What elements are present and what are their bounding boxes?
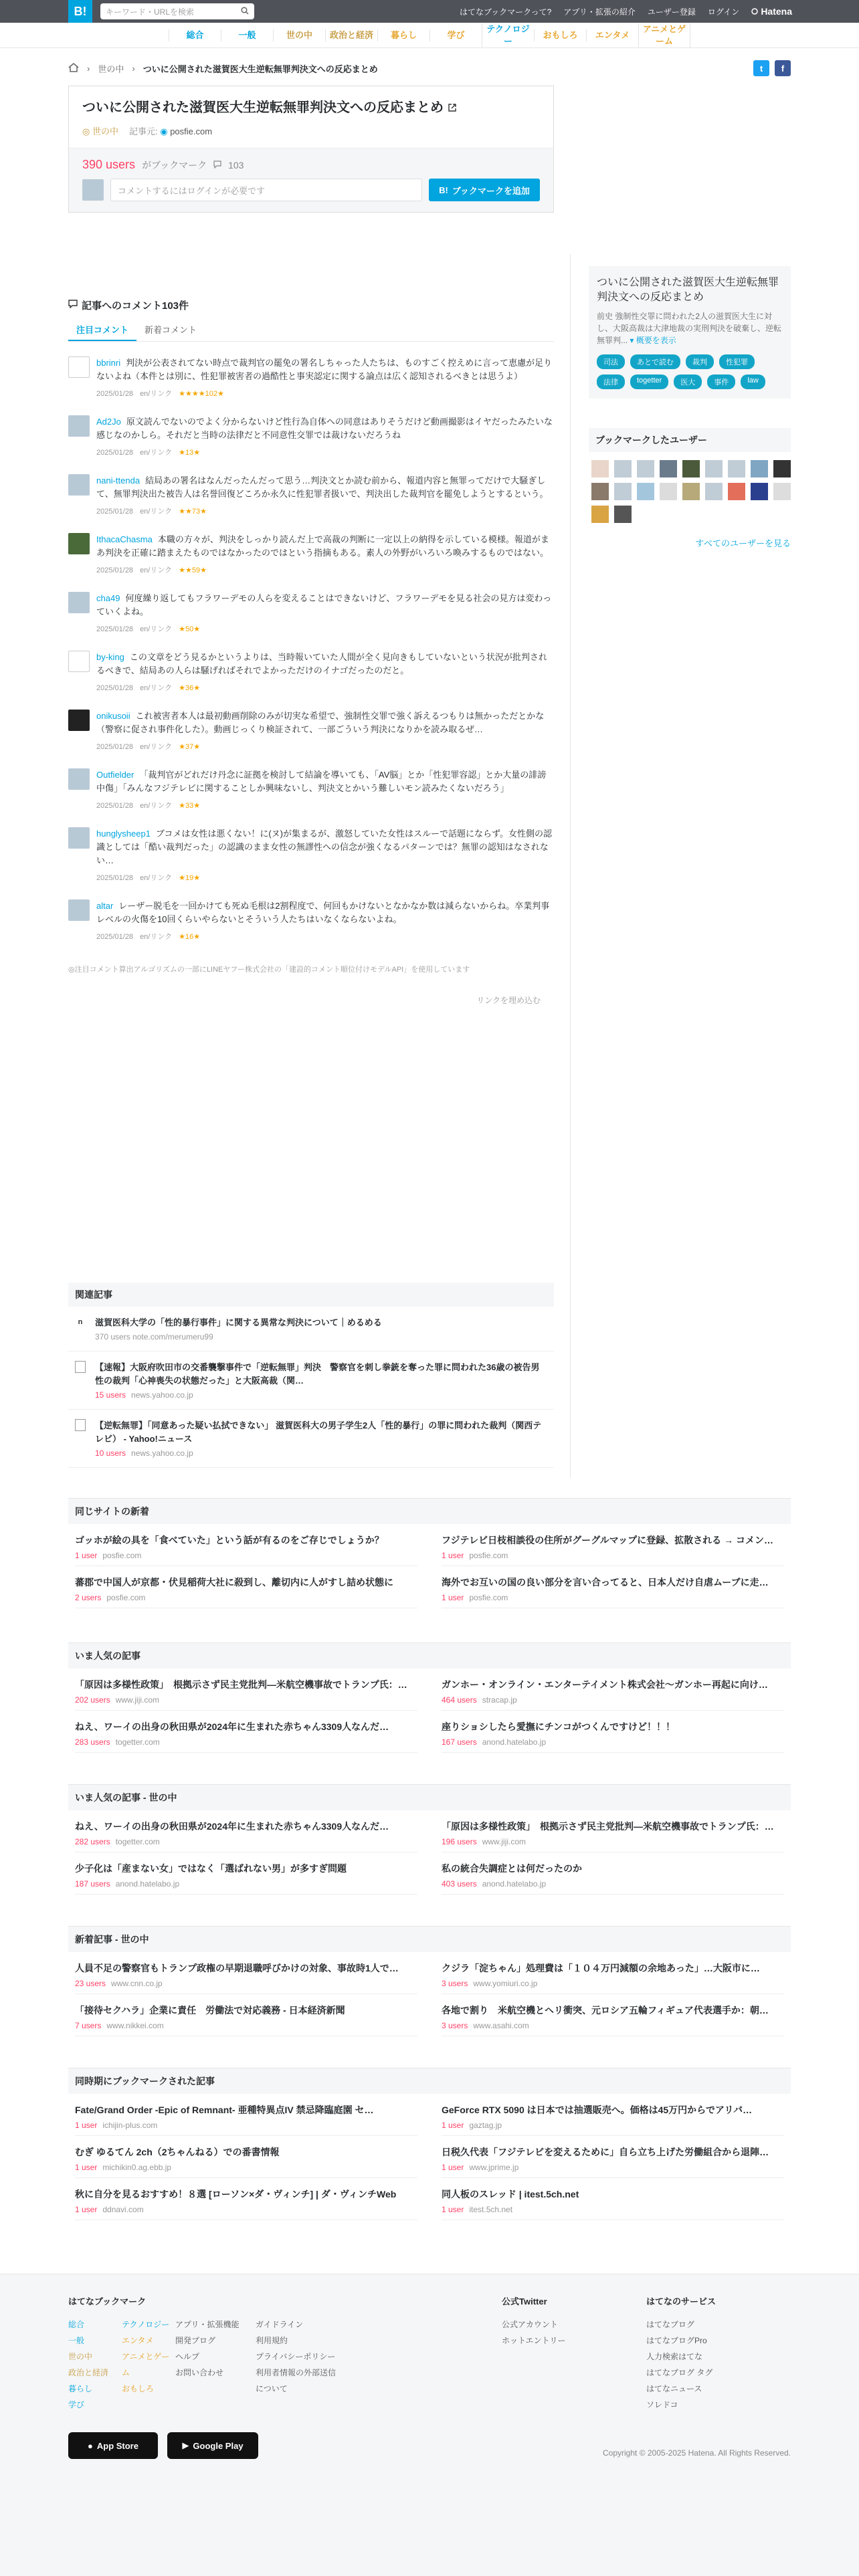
user-avatar[interactable] [751, 460, 768, 477]
document-icon [75, 1361, 86, 1373]
same-site-new [68, 1498, 791, 1608]
comment-icon [213, 160, 221, 171]
user-avatar[interactable] [705, 483, 723, 500]
list-item[interactable]: Fate/Grand Order -Epic of Remnant- 亜種特異点IV 禁忌降臨庭園 セ… 1 user ichijin-plus.com [75, 2094, 417, 2136]
summary-text: 前史 強制性交罪に問われた2人の滋賀医大生に対し、大阪高裁は大津地裁の実刑判決を破棄し、逆転無罪判... [597, 312, 782, 345]
footer [0, 2274, 859, 2576]
footer-link[interactable]: ヘルプ [175, 2352, 200, 2361]
comment-text: 結局あの署名はなんだったんだって思う…判決文とか読む前から、報道内容と無罪ってだけで大騒ぎして、無罪判決出た被告人は名誉回復どころか永久に性犯罪者扱いで、判決出した裁判官を罷免しようとするという。 [96, 475, 549, 499]
related-articles [68, 1283, 554, 1468]
users-count[interactable]: 390 users [82, 158, 136, 172]
related-users[interactable]: 15 users [95, 1390, 126, 1400]
comment-user[interactable]: hunglysheep1 [96, 829, 151, 839]
footer-link[interactable]: 利用者情報の外部送信について [256, 2368, 337, 2393]
tag[interactable]: 事件 [707, 374, 735, 389]
comment-date[interactable]: 2025/01/28 [96, 449, 134, 457]
comment-text: 何度繰り返してもフラワーデモの人らを変えることはできないけど、フラワーデモを見る社会の見方は変わっていくよね。 [96, 593, 552, 617]
list-item[interactable]: フジテレビ日枝相談役の住所がグーグルマップに登録、拡散される → コメン… 1 user posfie.com [442, 1524, 784, 1566]
comment-user[interactable]: IthacaChasma [96, 534, 153, 544]
nav-item-it[interactable]: テクノロジー [482, 23, 534, 47]
footer-link[interactable]: はてなブログ [646, 2320, 695, 2329]
avatar[interactable] [68, 415, 90, 437]
popular-articles [68, 1642, 791, 1753]
all-users-link[interactable]: すべてのユーザーを見る [695, 538, 791, 548]
footer-link[interactable]: 人力検索はてな [646, 2352, 703, 2361]
comment-date[interactable]: 2025/01/28 [96, 933, 134, 941]
comment-item [68, 768, 554, 813]
footer-link[interactable]: 開発ブログ [175, 2336, 216, 2345]
google-play-badge[interactable]: ▶ Google Play [167, 2432, 258, 2459]
comment-item [68, 415, 554, 459]
comment-text: これ被害者本人は最初動画削除のみが切実な希望で、強制性交罪で強く訴えるつもりは無かっただとかな（警察に促され事件化した）。動画じっくり検証されて、一部ごういう判決になりかを読み取るぜ… [96, 711, 545, 734]
comment-link[interactable]: en/リンク [140, 802, 173, 810]
comment-date[interactable]: 2025/01/28 [96, 743, 134, 751]
tag[interactable]: togetter [630, 374, 668, 389]
comment-icon [68, 300, 78, 311]
related-item[interactable] [68, 1307, 554, 1352]
avatar [82, 179, 104, 201]
nav-item-ippan[interactable]: 一般 [221, 29, 273, 41]
user-avatar[interactable] [614, 460, 632, 477]
comment-text: 判決が公表されてない時点で裁判官の罷免の署名しちゃった人たちは、ものすごく控えめに言って恵慮が足りないよね（本件とは別に、性犯罪被害者の過酷性と事実認定に関する論点は広く認知されるべきとは思うよ） [96, 358, 553, 381]
comment-link[interactable]: en/リンク [140, 874, 173, 882]
footer-link[interactable]: 総合 [68, 2320, 85, 2329]
comment-user[interactable]: bbrinri [96, 358, 121, 368]
comment-user[interactable]: Ad2Jo [96, 417, 121, 427]
comment-input[interactable]: コメントするにはログインが必要です [110, 179, 422, 201]
list-item[interactable]: 「原因は多様性政策」 根拠示さず民主党批判―米航空機事故でトランプ氏：… 202 users www.jiji.com [75, 1669, 417, 1711]
user-avatar[interactable] [591, 506, 609, 523]
footer-link[interactable]: エンタメ [122, 2336, 154, 2345]
footer-link[interactable]: 暮らし [68, 2384, 93, 2393]
comment-link[interactable]: en/リンク [140, 449, 173, 457]
list-item[interactable]: 少子化は「産まない女」ではなく「選ばれない男」が多すぎ問題 187 users anond.hatelabo.jp [75, 1852, 417, 1895]
comment-date[interactable]: 2025/01/28 [96, 684, 134, 692]
footer-heading: はてなブックマーク [68, 2296, 147, 2306]
star-count[interactable]: ★19★ [179, 874, 201, 882]
comment-date[interactable]: 2025/01/28 [96, 508, 134, 516]
section-heading: 同じサイトの新着 [68, 1498, 791, 1524]
entry-source: 記事元: ◉ posfie.com [128, 126, 213, 137]
user-avatar[interactable] [773, 460, 791, 477]
apple-icon: ● [88, 2440, 93, 2451]
related-title[interactable]: 滋賀医科大学の「性的暴行事件」に関する異常な判決について｜めるめる [95, 1317, 382, 1327]
comment-link[interactable]: en/リンク [140, 508, 173, 516]
avatar[interactable] [68, 827, 90, 849]
footer-heading: はてなのサービス [646, 2296, 717, 2306]
hatena-logo[interactable]: Hatena [751, 6, 792, 17]
tag-list [597, 354, 783, 389]
section-heading: 同時期にブックマークされた記事 [68, 2068, 791, 2094]
user-avatar[interactable] [614, 483, 632, 500]
list-item[interactable]: クジラ「淀ちゃん」処理費は「１０４万円減額の余地あった」…大阪市に… 3 users www.yomiuri.co.jp [442, 1952, 784, 1994]
footer-link[interactable]: 公式アカウント [502, 2320, 558, 2329]
comment-text: この文章をどう見るかというよりは、当時報いていた人間が全く見向きもしていないという状況が批判されるべきで、結局あの人らは騒げればそれでよかっただけのイナゴだったのだと。 [96, 652, 547, 675]
same-period-bookmarks [68, 2068, 791, 2220]
user-avatar[interactable] [751, 483, 768, 500]
avatar[interactable] [68, 533, 90, 554]
nav-item-game[interactable]: アニメとゲーム [638, 23, 690, 47]
related-heading: 関連記事 [68, 1283, 554, 1307]
comment-link[interactable]: en/リンク [140, 684, 173, 692]
hatena-dot-icon [751, 6, 758, 17]
footer-link[interactable]: はてなブログ タグ [646, 2368, 713, 2377]
comment-item [68, 356, 554, 401]
comment-link[interactable]: en/リンク [140, 933, 173, 941]
user-avatar[interactable] [682, 460, 700, 477]
comment-link[interactable]: en/リンク [140, 625, 173, 633]
comments-section [68, 298, 554, 1006]
entry-card: ついに公開された滋賀医大生逆転無罪判決文への反応まとめ ◎ 世の中 記事元: ◉ posfie.com 390 users がブックマーク 103 コメントするにはログインが必要です B! ブックマークを追加 [68, 86, 554, 213]
comment-text: 原文読んでないのでよく分からないけど性行為自体への同意はありそうだけど動画撮影はイヤだったみたいな感じなのかしら。それだと当時の法律だと不同意性交罪では裁けないだろうね [96, 417, 553, 440]
nav-item-fun[interactable]: おもしろ [534, 29, 586, 41]
user-avatar[interactable] [591, 460, 609, 477]
list-item[interactable]: ねえ、ワーイの出身の秋田県が2024年に生まれた赤ちゃん3309人なんだ… 283 users togetter.com [75, 1711, 417, 1753]
new-social [68, 1926, 791, 2036]
user-avatar[interactable] [637, 460, 654, 477]
divider [570, 254, 571, 1478]
tag[interactable]: 法律 [597, 374, 625, 389]
add-bookmark-button[interactable]: B! ブックマークを追加 [429, 179, 540, 201]
footer-link[interactable]: 政治と経済 [68, 2368, 109, 2377]
user-avatar[interactable] [591, 483, 609, 500]
footer-link[interactable]: アニメとゲーム [122, 2352, 170, 2377]
footer-link[interactable]: テクノロジー [122, 2320, 170, 2329]
section-heading: いま人気の記事 - 世の中 [68, 1784, 791, 1810]
section-heading: いま人気の記事 [68, 1642, 791, 1669]
comment-item [68, 710, 554, 754]
breadcrumb [68, 60, 791, 76]
comment-algorithm-note: ◎注目コメント算出アルゴリズムの一部にLINEヤフー株式会社の「建設的コメント順位付けモデルAPI」を使用しています [68, 966, 470, 974]
nav-item-economics[interactable]: 政治と経済 [325, 29, 377, 41]
site-favicon-icon: ◉ [160, 126, 168, 137]
hatena-bookmark-logo[interactable]: B! [68, 0, 92, 23]
search-input[interactable]: キーワード・URLを検索 [106, 7, 195, 17]
nav-item-life[interactable]: 暮らし [377, 29, 430, 41]
footer-link[interactable]: ソレドコ [646, 2400, 678, 2409]
embed-link[interactable]: リンクを埋め込む [476, 996, 541, 1005]
star-count[interactable]: ★13★ [179, 449, 201, 457]
user-avatar[interactable] [705, 460, 723, 477]
twitter-share-icon[interactable]: t [753, 60, 769, 76]
user-avatar[interactable] [614, 506, 632, 523]
list-item[interactable]: 海外でお互いの国の良い部分を言い合ってると、日本人だけ自虐ムーブに走… 1 user posfie.com [442, 1566, 784, 1608]
apps-link[interactable]: アプリ・拡張の紹介 [563, 7, 636, 17]
footer-link[interactable]: はてなニュース [646, 2384, 702, 2393]
bookmark-users-heading: ブックマークしたユーザー [589, 428, 791, 452]
footer-link[interactable]: ガイドライン [256, 2320, 304, 2329]
comment-tabs [68, 319, 554, 342]
user-avatar[interactable] [682, 483, 700, 500]
avatar[interactable] [68, 899, 90, 921]
avatar[interactable] [68, 710, 90, 731]
footer-link[interactable]: はてなブログPro [646, 2336, 707, 2345]
signup-link[interactable]: ユーザー登録 [647, 7, 696, 17]
avatar[interactable] [68, 592, 90, 613]
show-summary-link[interactable]: ▾ 概要を表示 [630, 336, 676, 345]
copyright: Copyright © 2005-2025 Hatena. All Rights Reserved. [603, 2448, 791, 2458]
bookmark-users [589, 428, 791, 549]
star-count[interactable]: ★★59★ [179, 566, 207, 574]
footer-link[interactable]: 利用規約 [256, 2336, 288, 2345]
document-icon [75, 1419, 86, 1431]
list-item[interactable]: 蕃郡で中国人が京都・伏見稲荷大社に殺到し、離切内に人がすし詰め状態に 2 users posfie.com [75, 1566, 417, 1608]
list-item[interactable]: 同人板のスレッド | itest.5ch.net 1 user itest.5ch.net [442, 2178, 784, 2220]
related-title[interactable]: 【速報】大阪府吹田市の交番襲撃事件で「逆転無罪」判決 警察官を刺し拳銃を奪った罪に問われた36歳の被告男性の裁判「心神喪失の状態だった」と大阪高裁（関… [95, 1362, 540, 1386]
star-count[interactable]: ★16★ [179, 933, 201, 941]
comment-link[interactable]: en/リンク [140, 390, 173, 398]
user-avatar-grid [589, 452, 791, 531]
comment-user[interactable]: cha49 [96, 593, 120, 603]
comment-item [68, 827, 554, 885]
nav-item-general[interactable]: 総合 [169, 29, 221, 41]
related-item[interactable] [68, 1410, 554, 1468]
search-box[interactable] [100, 3, 254, 19]
footer-link[interactable]: アプリ・拡張機能 [175, 2320, 240, 2329]
nav-item-social[interactable]: 世の中 [273, 29, 325, 41]
footer-link[interactable]: 一般 [68, 2336, 85, 2345]
avatar[interactable] [68, 651, 90, 672]
app-store-badge[interactable]: ● App Store [68, 2432, 158, 2459]
breadcrumb-section[interactable]: 世の中 [98, 64, 124, 74]
tag[interactable]: 司法 [597, 354, 625, 369]
list-item[interactable]: 日税久代表「フジテレビを変えるために」自ら立ち上げた労働組合から退陣… 1 user www.jprime.jp [442, 2136, 784, 2178]
entry-domain[interactable]: posfie.com [170, 126, 213, 136]
comment-text: 「裁判官がどれだけ丹念に証拠を検討して結論を導いても、「AV脳」とか「性犯罪容認」とか大量の誹謗中傷」「みんなフジテレビに関することしか興味ないし、判決文とかいう難しいモン読みたくないだろう」 [96, 770, 547, 793]
comment-user[interactable]: altar [96, 901, 114, 911]
comment-item [68, 899, 554, 944]
comment-date[interactable]: 2025/01/28 [96, 390, 134, 398]
list-item[interactable]: ゴッホが絵の具を「食べていた」という話が有るのをご存じでしょうか？ 1 user posfie.com [75, 1524, 417, 1566]
entry-summary [589, 266, 791, 399]
list-item[interactable]: 各地で割り 米航空機とヘリ衝突、元ロシア五輪フィギュア代表選手か：朝… 3 users www.asahi.com [442, 1994, 784, 2036]
tab-new-comments[interactable]: 新着コメント [145, 325, 197, 335]
star-count[interactable]: ★50★ [179, 625, 201, 633]
comment-text: レーザー脱毛を一回かけても死ぬ毛根は2割程度で、何回もかけないとなかなか数は減らないからね。卒業判事レベルの火傷を10回くらいやらないとそういう人たちはいなくならないよね。 [96, 901, 550, 924]
comment-date[interactable]: 2025/01/28 [96, 802, 134, 810]
tag[interactable]: law [741, 374, 765, 389]
comment-user[interactable]: by-king [96, 652, 124, 662]
user-avatar[interactable] [773, 483, 791, 500]
comment-text: ブコメは女性は悪くない！に(ヌ)が集まるが、激怒していた女性はスルーで話題にならず。女性側の認識としては「酷い裁判だった」の認識のまま女性の無謬性への信念が強くなるパターンでは？無罪の認知はなされない… [96, 829, 552, 865]
star-count[interactable]: ★36★ [179, 684, 201, 692]
list-item[interactable]: 「原因は多様性政策」 根拠示さず民主党批判―米航空機事故でトランプ氏：… 196 users www.jiji.com [442, 1810, 784, 1852]
related-item[interactable] [68, 1352, 554, 1410]
about-link[interactable]: はてなブックマークって? [460, 7, 552, 17]
comment-item [68, 651, 554, 695]
tag[interactable]: あとで読む [630, 354, 680, 369]
comment-date[interactable]: 2025/01/28 [96, 874, 134, 882]
user-avatar[interactable] [728, 483, 745, 500]
list-item[interactable]: GeForce RTX 5090 は日本では抽選販売へ。価格は45万円からでアリバ… 1 user gaztag.jp [442, 2094, 784, 2136]
nav-item-entertainment[interactable]: エンタメ [586, 29, 638, 41]
avatar[interactable] [68, 474, 90, 496]
comment-user[interactable]: Outfielder [96, 770, 134, 780]
tag[interactable]: 医大 [674, 374, 702, 389]
related-source: news.yahoo.co.jp [131, 1448, 193, 1458]
comment-user[interactable]: nani-ttenda [96, 475, 140, 486]
summary-title: ついに公開された滋賀医大生逆転無罪判決文への反応まとめ [597, 277, 779, 303]
avatar[interactable] [68, 356, 90, 378]
section-heading: 新着記事 - 世の中 [68, 1926, 791, 1952]
user-avatar[interactable] [728, 460, 745, 477]
entry-title[interactable]: ついに公開された滋賀医大生逆転無罪判決文への反応まとめ [82, 98, 540, 118]
footer-heading: 公式Twitter [502, 2296, 547, 2306]
footer-link[interactable]: ホットエントリー [502, 2336, 566, 2345]
star-count[interactable]: ★33★ [179, 802, 201, 810]
related-title[interactable]: 【逆転無罪】「同意あった疑い払拭できない」 滋賀医科大の男子学生2人「性的暴行」の罪に問われた裁判（関西テレビ） - Yahoo!ニュース [95, 1420, 542, 1444]
category-nav [0, 23, 859, 48]
chevron-right-icon: › [87, 63, 90, 74]
related-source: 370 users note.com/merumeru99 [95, 1332, 213, 1341]
global-header [0, 0, 859, 23]
user-avatar[interactable] [637, 483, 654, 500]
list-item[interactable]: ガンホー・オンライン・エンターテイメント株式会社〜ガンホー再起に向け… 464 users stracap.jp [442, 1669, 784, 1711]
star-count[interactable]: ★★73★ [179, 508, 207, 516]
login-link[interactable]: ログイン [707, 7, 740, 17]
list-item[interactable]: 私の統合失調症とは何だったのか 403 users anond.hatelabo.jp [442, 1852, 784, 1895]
footer-link[interactable]: お問い合わせ [175, 2368, 224, 2377]
nav-item-knowledge[interactable]: 学び [430, 29, 482, 41]
chevron-right-icon: › [132, 63, 135, 74]
related-source: news.yahoo.co.jp [131, 1390, 193, 1400]
list-item[interactable]: 秋に自分を見るおすすめ！８選 [ローソン×ダ・ヴィンチ] | ダ・ヴィンチWeb 1 user ddnavi.com [75, 2178, 417, 2220]
star-count[interactable]: ★37★ [179, 743, 201, 751]
note-favicon-icon: n [78, 1318, 83, 1326]
comment-date[interactable]: 2025/01/28 [96, 625, 134, 633]
category-icon: ◎ [82, 126, 90, 137]
comment-link[interactable]: en/リンク [140, 566, 173, 574]
popular-social [68, 1784, 791, 1895]
comment-text: 本職の方々が、判決をしっかり読んだ上で高裁の判断に一定以上の納得を示している模様。報道がまあ判決を正確に踏まえたものではなかったのではという指摘もある。素人の外野がいろいろ喚みするものではない。 [96, 534, 549, 558]
comments-heading: 記事へのコメント103件 [82, 300, 189, 312]
footer-link[interactable]: 世の中 [68, 2352, 93, 2361]
tag[interactable]: 裁判 [686, 354, 714, 369]
avatar[interactable] [68, 768, 90, 790]
entry-category[interactable]: ◎ 世の中 [82, 126, 118, 137]
comment-count: 103 [228, 159, 244, 171]
tag[interactable]: 性犯罪 [719, 354, 755, 369]
comment-item [68, 533, 554, 577]
bookmark-icon: B! [439, 185, 448, 195]
comment-date[interactable]: 2025/01/28 [96, 566, 134, 574]
list-item[interactable]: 座りショシしたら愛撫にチンコがつくんですけど！！！ 167 users anond.hatelabo.jp [442, 1711, 784, 1753]
list-item[interactable]: むぎ ゆるてん 2ch（2ちゃんねる）での番書情報 1 user michikin0.ag.ebb.jp [75, 2136, 417, 2178]
play-icon: ▶ [182, 2440, 189, 2450]
comment-link[interactable]: en/リンク [140, 743, 173, 751]
related-users[interactable]: 10 users [95, 1448, 126, 1458]
footer-link[interactable]: 学び [68, 2400, 85, 2409]
user-avatar[interactable] [660, 460, 677, 477]
list-item[interactable]: ねえ、ワーイの出身の秋田県が2024年に生まれた赤ちゃん3309人なんだ… 282 users togetter.com [75, 1810, 417, 1852]
home-icon[interactable] [68, 63, 79, 74]
facebook-share-icon[interactable]: f [775, 60, 791, 76]
breadcrumb-current: ついに公開された滋賀医大生逆転無罪判決文への反応まとめ [142, 64, 378, 74]
star-count[interactable]: ★★★★102★ [179, 390, 224, 398]
search-icon[interactable] [241, 7, 249, 17]
external-link-icon[interactable] [448, 99, 457, 118]
list-item[interactable]: 「接待セクハラ」企業に責任 労働法で対応義務 - 日本経済新聞 7 users www.nikkei.com [75, 1994, 417, 2036]
footer-link[interactable]: おもしろ [122, 2384, 155, 2393]
comment-item [68, 474, 554, 518]
tab-popular-comments[interactable]: 注目コメント [68, 319, 136, 341]
comment-user[interactable]: onikusoii [96, 711, 130, 721]
footer-link[interactable]: プライバシーポリシー [256, 2352, 336, 2361]
user-avatar[interactable] [660, 483, 677, 500]
list-item[interactable]: 人員不足の警察官もトランプ政権の早期退職呼びかけの対象、事故時1人で… 23 users www.cnn.co.jp [75, 1952, 417, 1994]
comment-item [68, 592, 554, 636]
